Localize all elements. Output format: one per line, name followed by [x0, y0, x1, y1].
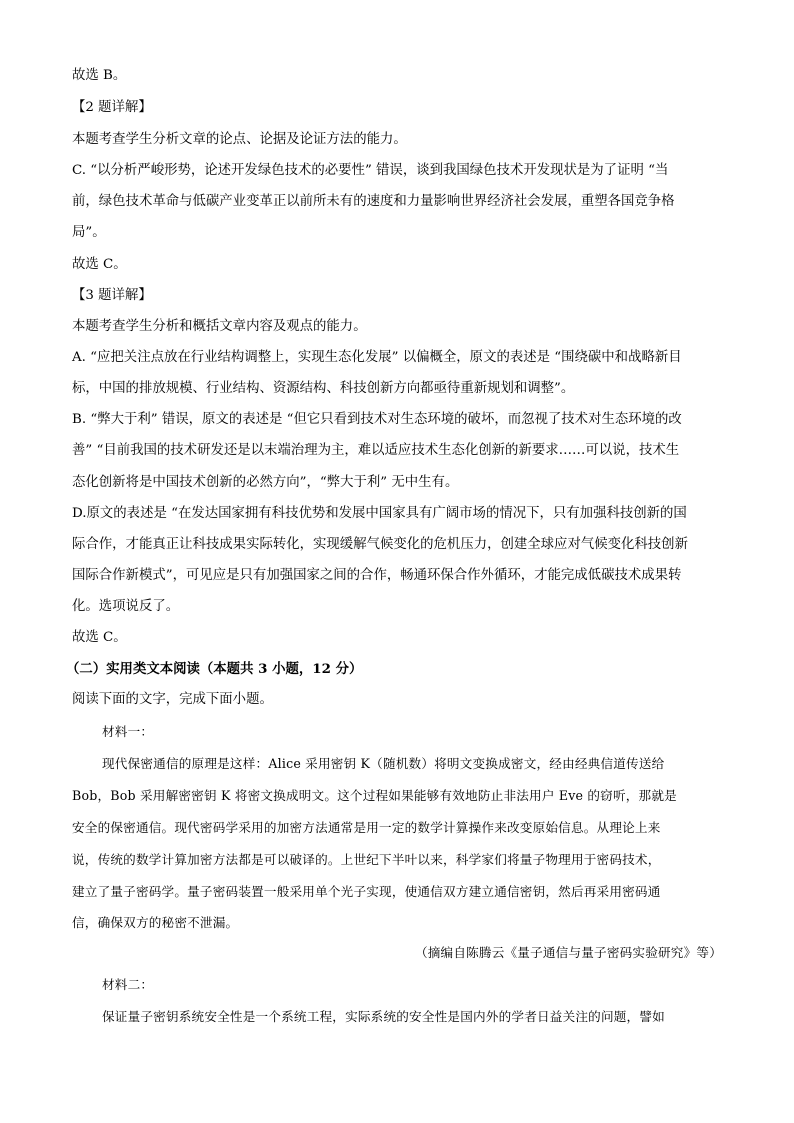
paragraph-line: 善” “目前我国的技术研发还是以末端治理为主，难以适应技术生态化创新的新要求……可以说，技术生 [72, 443, 680, 458]
paragraph-line: 标，中国的排放规模、行业结构、资源结构、科技创新方向都亟待重新规划和调整”。 [72, 381, 575, 396]
material-line: 信，确保双方的秘密不泄漏。 [72, 915, 239, 930]
paragraph-line: 国际合作新模式”，可见应是只有加强国家之间的合作，畅通环保合作外循环，才能完成低碳技术成果转 [72, 568, 682, 583]
answer-line: 故选 C。 [72, 257, 127, 272]
paragraph-line: B. “弊大于利” 错误，原文的表述是 “但它只看到技术对生态环境的破坏，而忽视了技术对生态环境的改 [72, 412, 682, 427]
material-line: 安全的保密通信。现代密码学采用的加密方法通常是用一定的数学计算操作来改变原始信息。从理论上来 [72, 820, 661, 835]
material-line: 建立了量子密码学。量子密码装置一般采用单个光子实现，使通信双方建立通信密钥，然后再采用密码通 [72, 884, 661, 899]
section-title: （二）实用类文本阅读（本题共 3 小题，12 分） [66, 661, 363, 677]
paragraph-line: 化。选项说反了。 [72, 599, 180, 614]
material-line: 说，传统的数学计算加密方法都是可以破译的。上世纪下半叶以来，科学家们将量子物理用于密码技术， [72, 852, 661, 867]
material-line: 保证量子密钥系统安全性是一个系统工程，实际系统的安全性是国内外的学者日益关注的问题，譬如 [102, 1009, 665, 1024]
paragraph-line: 局”。 [72, 225, 106, 240]
material-label: 材料二： [102, 977, 154, 992]
material-label: 材料一： [102, 724, 154, 739]
paragraph-line: D.原文的表述是 “在发达国家拥有科技优势和发展中国家具有广阔市场的情况下，只有加强科技创新的国 [72, 506, 687, 521]
paragraph-line: 本题考查学生分析文章的论点、论据及论证方法的能力。 [72, 132, 407, 147]
paragraph-line: 态化创新将是中国技术创新的必然方向”，“弊大于利” 无中生有。 [72, 475, 459, 490]
source-attribution: （摘编自陈腾云《量子通信与量子密码实验研究》等） [414, 945, 722, 960]
paragraph-line: 本题考查学生分析和概括文章内容及观点的能力。 [72, 319, 367, 334]
instruction-line: 阅读下面的文字，完成下面小题。 [72, 692, 273, 707]
answer-line: 故选 B。 [72, 68, 127, 83]
paragraph-line: A. “应把关注点放在行业结构调整上，实现生态化发展” 以偏概全，原文的表述是 “围绕碳中和战略新目 [72, 350, 682, 365]
paragraph-line: 前，绿色技术革命与低碳产业变革正以前所未有的速度和力量影响世界经济社会发展，重塑各国竞争格 [72, 194, 675, 209]
section-heading: 【3 题详解】 [72, 288, 152, 303]
paragraph-line: 际合作，才能真正让科技成果实际转化，实现缓解气候变化的危机压力，创建全球应对气候变化科技创新 [72, 537, 688, 552]
answer-line: 故选 C。 [72, 630, 127, 645]
material-line: 现代保密通信的原理是这样：Alice 采用密钥 K（随机数）将明文变换成密文，经由经典信道传送给 [102, 756, 665, 771]
section-heading: 【2 题详解】 [72, 100, 152, 115]
material-line: Bob，Bob 采用解密密钥 K 将密文换成明文。这个过程如果能够有效地防止非法用户 Eve 的窃听，那就是 [72, 788, 677, 803]
paragraph-line: C. “以分析严峻形势，论述开发绿色技术的必要性” 错误，谈到我国绿色技术开发现状是为了证明 “当 [72, 163, 669, 178]
